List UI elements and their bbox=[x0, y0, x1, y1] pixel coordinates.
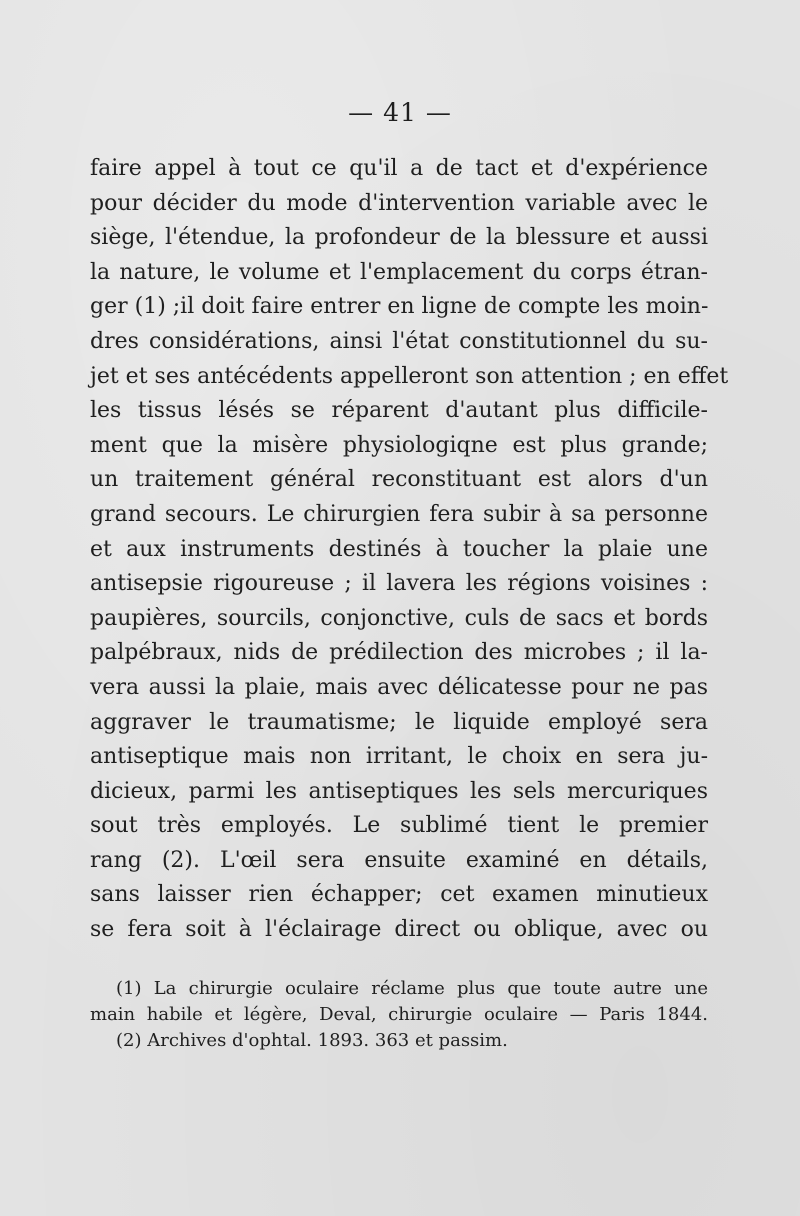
text-line: ger (1) ;il doit faire entrer en ligne de compte les moin- bbox=[90, 294, 709, 320]
text-line: siège, l'étendue, la profondeur de la blessure et aussi bbox=[90, 225, 708, 251]
text-line: sans laisser rien échapper; cet examen minutieux bbox=[90, 882, 708, 908]
text-line: ment que la misère physiologiqne est plus grande; bbox=[90, 432, 708, 458]
page-number: — 41 — bbox=[348, 98, 452, 127]
text-line: antisepsie rigoureuse ; il lavera les régions voisines : bbox=[90, 571, 708, 597]
text-line: rang (2). L'œil sera ensuite examiné en détails, bbox=[90, 847, 708, 873]
footnote-1: (1) La chirurgie oculaire réclame plus que toute autre une bbox=[116, 978, 708, 999]
text-line: pour décider du mode d'intervention variable avec le bbox=[90, 190, 708, 216]
text-line: se fera soit à l'éclairage direct ou oblique, avec ou bbox=[90, 917, 708, 943]
text-line: palpébraux, nids de prédilection des microbes ; il la- bbox=[90, 640, 708, 666]
text-line: sout très employés. Le sublimé tient le premier bbox=[90, 813, 708, 839]
text-line: faire appel à tout ce qu'il a de tact et d'expérience bbox=[90, 156, 708, 181]
footnotes bbox=[90, 976, 708, 1054]
text-line: dicieux, parmi les antiseptiques les sels mercuriques bbox=[90, 778, 708, 804]
text-line: un traitement général reconstituant est alors d'un bbox=[90, 467, 708, 493]
text-line: la nature, le volume et l'emplacement du corps étran- bbox=[90, 259, 708, 285]
text-line: paupières, sourcils, conjonctive, culs de sacs et bords bbox=[90, 605, 708, 631]
text-line: jet et ses antécédents appelleront son attention ; en effet bbox=[90, 363, 729, 389]
footnote-2: (2) Archives d'ophtal. 1893. 363 et passim. bbox=[116, 1030, 508, 1051]
text-line: antiseptique mais non irritant, le choix en sera ju- bbox=[90, 744, 708, 770]
text-line: grand secours. Le chirurgien fera subir à sa personne bbox=[90, 501, 708, 527]
text-line: et aux instruments destinés à toucher la plaie une bbox=[90, 536, 708, 562]
text-line: dres considérations, ainsi l'état constitutionnel du su- bbox=[90, 328, 708, 354]
text-line: les tissus lésés se réparent d'autant plus difficile- bbox=[90, 398, 708, 424]
body-text bbox=[90, 152, 729, 948]
footnote-1-continued: main habile et légère, Deval, chirurgie oculaire — Paris 1844. bbox=[90, 1004, 708, 1025]
text-line: aggraver le traumatisme; le liquide employé sera bbox=[90, 709, 708, 735]
text-line: vera aussi la plaie, mais avec délicatesse pour ne pas bbox=[90, 674, 708, 700]
